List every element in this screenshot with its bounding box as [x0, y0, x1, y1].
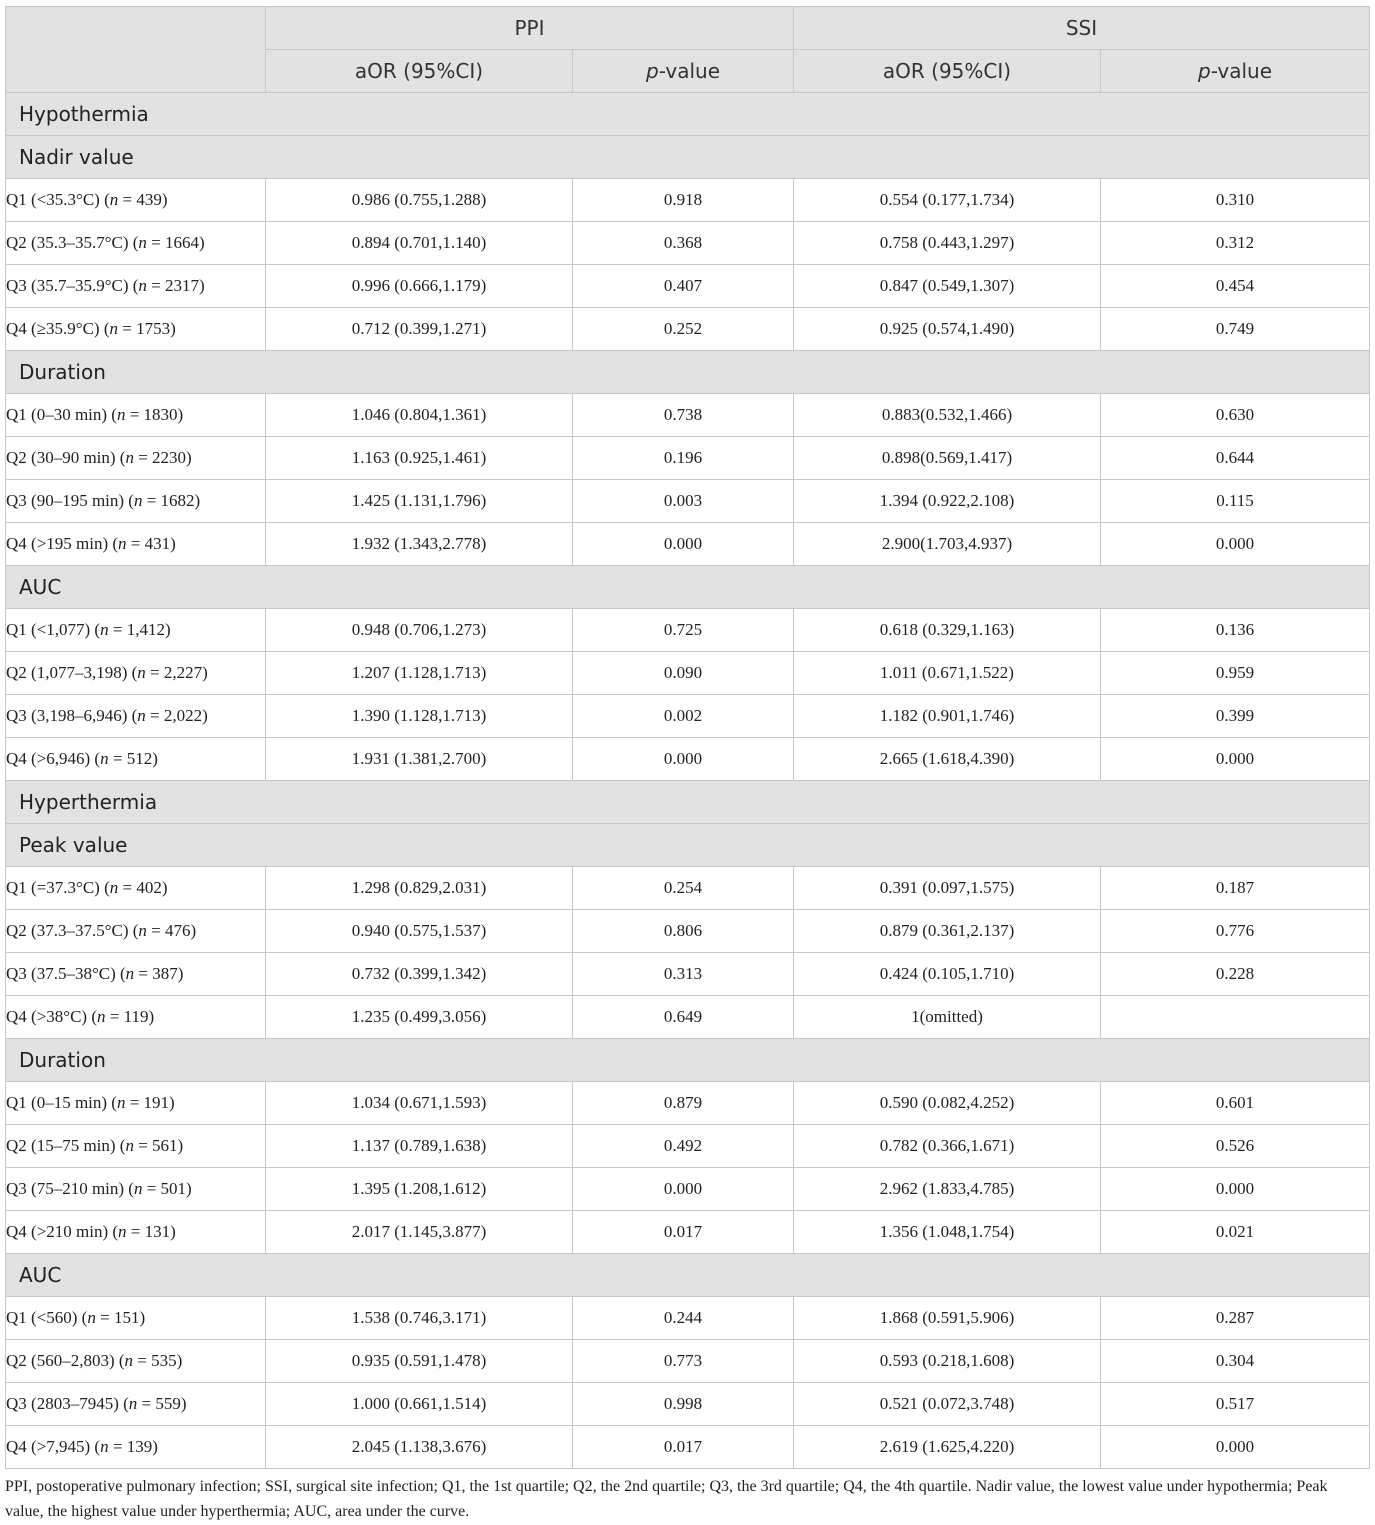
n-symbol: n: [118, 534, 127, 553]
section-title: Hypothermia: [6, 93, 1370, 136]
ssi-aor-cell: 0.879 (0.361,2.137): [794, 910, 1101, 953]
quartile-label: [6, 1297, 266, 1340]
sample-size: = 119): [105, 1007, 155, 1026]
sample-size: = 1664): [146, 233, 205, 252]
sample-size: = 512): [108, 749, 158, 768]
ppi-pvalue-cell: 0.017: [573, 1426, 794, 1469]
sample-size: = 2317): [146, 276, 205, 295]
sample-size: = 1682): [142, 491, 201, 510]
header-ssi: SSI: [794, 7, 1370, 50]
ppi-pvalue-cell: 0.000: [573, 523, 794, 566]
header-ppi-pvalue: p-value: [573, 50, 794, 93]
ssi-aor-cell: 0.758 (0.443,1.297): [794, 222, 1101, 265]
quartile-label: [6, 609, 266, 652]
table-row: [6, 996, 1370, 1039]
n-symbol: n: [109, 878, 119, 897]
header-ppi-aor: aOR (95%CI): [266, 50, 573, 93]
sample-size: = 151): [95, 1308, 146, 1327]
ppi-aor-cell: 0.732 (0.399,1.342): [266, 953, 573, 996]
ssi-aor-cell: 1.356 (1.048,1.754): [794, 1211, 1101, 1254]
ssi-pvalue-cell: 0.526: [1101, 1125, 1370, 1168]
n-symbol: n: [100, 749, 109, 768]
sample-size: = 431): [126, 534, 176, 553]
quartile-range: Q2 (1,077–3,198) (: [6, 663, 138, 682]
ppi-aor-cell: 1.163 (0.925,1.461): [266, 437, 573, 480]
table-row: [6, 265, 1370, 308]
ssi-aor-cell: 0.898(0.569,1.417): [794, 437, 1101, 480]
ssi-pvalue-cell: 0.136: [1101, 609, 1370, 652]
ssi-aor-cell: 0.521 (0.072,3.748): [794, 1383, 1101, 1426]
n-symbol: n: [137, 706, 146, 725]
ssi-pvalue-cell: 0.115: [1101, 480, 1370, 523]
quartile-label: [6, 308, 266, 351]
table-row: [6, 523, 1370, 566]
ssi-pvalue-cell: 0.749: [1101, 308, 1370, 351]
quartile-range: Q2 (35.3–35.7°C) (: [6, 233, 139, 252]
table-row: [6, 953, 1370, 996]
sample-size: = 439): [118, 190, 168, 209]
quartile-range: Q1 (<35.3°C) (: [6, 190, 110, 209]
header-row-groups: [6, 7, 1370, 50]
quartile-range: Q3 (90–195 min) (: [6, 491, 134, 510]
ppi-aor-cell: 0.935 (0.591,1.478): [266, 1340, 573, 1383]
sample-size: = 387): [134, 964, 184, 983]
ssi-aor-cell: 0.782 (0.366,1.671): [794, 1125, 1101, 1168]
quartile-range: Q3 (75–210 min) (: [6, 1179, 134, 1198]
ssi-pvalue-cell: 0.304: [1101, 1340, 1370, 1383]
ssi-pvalue-cell: 0.517: [1101, 1383, 1370, 1426]
table-row: [6, 222, 1370, 265]
n-symbol: n: [133, 491, 143, 510]
ppi-pvalue-cell: 0.773: [573, 1340, 794, 1383]
ssi-pvalue-cell: 0.287: [1101, 1297, 1370, 1340]
quartile-label: [6, 222, 266, 265]
ssi-aor-cell: 2.962 (1.833,4.785): [794, 1168, 1101, 1211]
n-symbol: n: [138, 233, 147, 252]
quartile-label: [6, 910, 266, 953]
sample-size: = 1830): [125, 405, 184, 424]
sample-size: = 131): [126, 1222, 176, 1241]
ppi-aor-cell: 1.137 (0.789,1.638): [266, 1125, 573, 1168]
ssi-aor-cell: 1.011 (0.671,1.522): [794, 652, 1101, 695]
ppi-aor-cell: 0.712 (0.399,1.271): [266, 308, 573, 351]
n-symbol: n: [124, 1351, 134, 1370]
quartile-label: [6, 1168, 266, 1211]
ssi-pvalue-cell: 0.630: [1101, 394, 1370, 437]
ppi-pvalue-cell: 0.998: [573, 1383, 794, 1426]
ppi-aor-cell: 0.894 (0.701,1.140): [266, 222, 573, 265]
sample-size: = 402): [118, 878, 168, 897]
sample-size: = 501): [142, 1179, 192, 1198]
ppi-pvalue-cell: 0.725: [573, 609, 794, 652]
ppi-aor-cell: 1.425 (1.131,1.796): [266, 480, 573, 523]
ppi-pvalue-cell: 0.196: [573, 437, 794, 480]
ppi-aor-cell: 1.538 (0.746,3.171): [266, 1297, 573, 1340]
n-symbol: n: [87, 1308, 96, 1327]
ssi-aor-cell: 0.847 (0.549,1.307): [794, 265, 1101, 308]
section-row: [6, 93, 1370, 136]
ppi-aor-cell: 1.931 (1.381,2.700): [266, 738, 573, 781]
quartile-label: [6, 1125, 266, 1168]
table-row: [6, 1426, 1370, 1469]
ppi-aor-cell: 2.045 (1.138,3.676): [266, 1426, 573, 1469]
ssi-aor-cell: 0.391 (0.097,1.575): [794, 867, 1101, 910]
ssi-pvalue-cell: 0.399: [1101, 695, 1370, 738]
ssi-pvalue-cell: 0.187: [1101, 867, 1370, 910]
quartile-range: Q4 (>210 min) (: [6, 1222, 119, 1241]
ssi-aor-cell: 0.618 (0.329,1.163): [794, 609, 1101, 652]
table-row: [6, 480, 1370, 523]
table-row: [6, 308, 1370, 351]
section-title: Hyperthermia: [6, 781, 1370, 824]
n-symbol: n: [125, 1136, 134, 1155]
quartile-label: [6, 738, 266, 781]
quartile-range: Q2 (30–90 min) (: [6, 448, 126, 467]
ppi-pvalue-cell: 0.000: [573, 1168, 794, 1211]
quartile-label: [6, 437, 266, 480]
subsection-row: [6, 1254, 1370, 1297]
ppi-pvalue-cell: 0.879: [573, 1082, 794, 1125]
table-row: [6, 1297, 1370, 1340]
ssi-pvalue-cell: 0.000: [1101, 523, 1370, 566]
ssi-aor-cell: 0.424 (0.105,1.710): [794, 953, 1101, 996]
n-symbol: n: [100, 1437, 109, 1456]
sample-size: = 1753): [117, 319, 176, 338]
n-symbol: n: [109, 190, 119, 209]
ppi-pvalue-cell: 0.407: [573, 265, 794, 308]
ssi-aor-cell: 2.665 (1.618,4.390): [794, 738, 1101, 781]
subsection-title: Peak value: [6, 824, 1370, 867]
ppi-aor-cell: 1.207 (1.128,1.713): [266, 652, 573, 695]
ppi-aor-cell: 0.948 (0.706,1.273): [266, 609, 573, 652]
quartile-range: Q1 (0–15 min) (: [6, 1093, 117, 1112]
quartile-label: [6, 1082, 266, 1125]
quartile-range: Q1 (<560) (: [6, 1308, 88, 1327]
ppi-aor-cell: 1.390 (1.128,1.713): [266, 695, 573, 738]
ssi-aor-cell: 0.590 (0.082,4.252): [794, 1082, 1101, 1125]
ppi-pvalue-cell: 0.492: [573, 1125, 794, 1168]
header-ssi-aor: aOR (95%CI): [794, 50, 1101, 93]
n-symbol: n: [137, 663, 146, 682]
sample-size: = 139): [108, 1437, 158, 1456]
ppi-aor-cell: 0.996 (0.666,1.179): [266, 265, 573, 308]
table-row: [6, 1340, 1370, 1383]
ppi-pvalue-cell: 0.002: [573, 695, 794, 738]
subsection-title: AUC: [6, 1254, 1370, 1297]
subsection-row: [6, 824, 1370, 867]
ppi-aor-cell: 1.034 (0.671,1.593): [266, 1082, 573, 1125]
n-symbol: n: [128, 1394, 138, 1413]
table-body: [6, 93, 1370, 1469]
ssi-pvalue-cell: 0.601: [1101, 1082, 1370, 1125]
sample-size: = 561): [133, 1136, 184, 1155]
ssi-pvalue-cell: [1101, 996, 1370, 1039]
table-row: [6, 1383, 1370, 1426]
ssi-pvalue-cell: 0.644: [1101, 437, 1370, 480]
ppi-aor-cell: 1.235 (0.499,3.056): [266, 996, 573, 1039]
table-row: [6, 437, 1370, 480]
ssi-aor-cell: 0.593 (0.218,1.608): [794, 1340, 1101, 1383]
ppi-pvalue-cell: 0.090: [573, 652, 794, 695]
quartile-label: [6, 1211, 266, 1254]
ppi-pvalue-cell: 0.313: [573, 953, 794, 996]
ssi-pvalue-cell: 0.021: [1101, 1211, 1370, 1254]
ppi-aor-cell: 1.298 (0.829,2.031): [266, 867, 573, 910]
ppi-aor-cell: 0.986 (0.755,1.288): [266, 179, 573, 222]
ssi-pvalue-cell: 0.776: [1101, 910, 1370, 953]
table-row: [6, 652, 1370, 695]
ssi-pvalue-cell: 0.310: [1101, 179, 1370, 222]
ppi-aor-cell: 0.940 (0.575,1.537): [266, 910, 573, 953]
ssi-pvalue-cell: 0.000: [1101, 738, 1370, 781]
table-row: [6, 1168, 1370, 1211]
table-footnote: PPI, postoperative pulmonary infection; SSI, surgical site infection; Q1, the 1st quartile; Q2, the 2nd quartile; Q3, the 3rd quartile; Q4, the 4th quartile. Nadir value, the lowest value under hypothermia; Peak value, the highest value under hyperthermia; AUC, area under the curve.: [5, 1478, 1328, 1520]
ppi-aor-cell: 2.017 (1.145,3.877): [266, 1211, 573, 1254]
sample-size: = 559): [137, 1394, 187, 1413]
quartile-range: Q3 (3,198–6,946) (: [6, 706, 138, 725]
quartile-label: [6, 867, 266, 910]
quartile-label: [6, 265, 266, 308]
table-row: [6, 1211, 1370, 1254]
sample-size: = 476): [146, 921, 197, 940]
quartile-range: Q4 (>195 min) (: [6, 534, 119, 553]
table-row: [6, 738, 1370, 781]
sample-size: = 1,412): [108, 620, 171, 639]
ppi-pvalue-cell: 0.000: [573, 738, 794, 781]
n-symbol: n: [116, 405, 126, 424]
quartile-label: [6, 394, 266, 437]
quartile-range: Q1 (=37.3°C) (: [6, 878, 110, 897]
ssi-aor-cell: 0.883(0.532,1.466): [794, 394, 1101, 437]
quartile-range: Q4 (>38°C) (: [6, 1007, 97, 1026]
ppi-pvalue-cell: 0.368: [573, 222, 794, 265]
ppi-pvalue-cell: 0.649: [573, 996, 794, 1039]
ppi-pvalue-cell: 0.806: [573, 910, 794, 953]
sample-size: = 535): [133, 1351, 183, 1370]
n-symbol: n: [133, 1179, 143, 1198]
results-table: [5, 6, 1370, 1469]
n-symbol: n: [138, 276, 147, 295]
ppi-pvalue-cell: 0.003: [573, 480, 794, 523]
ssi-aor-cell: 1.868 (0.591,5.906): [794, 1297, 1101, 1340]
quartile-range: Q2 (37.3–37.5°C) (: [6, 921, 139, 940]
sample-size: = 2230): [133, 448, 192, 467]
table-row: [6, 179, 1370, 222]
n-symbol: n: [118, 1222, 127, 1241]
quartile-range: Q2 (560–2,803) (: [6, 1351, 125, 1370]
ppi-pvalue-cell: 0.738: [573, 394, 794, 437]
quartile-label: [6, 652, 266, 695]
quartile-label: [6, 523, 266, 566]
section-row: [6, 781, 1370, 824]
ssi-pvalue-cell: 0.312: [1101, 222, 1370, 265]
n-symbol: n: [116, 1093, 126, 1112]
ssi-pvalue-cell: 0.000: [1101, 1426, 1370, 1469]
ssi-pvalue-cell: 0.228: [1101, 953, 1370, 996]
quartile-range: Q4 (>6,946) (: [6, 749, 101, 768]
quartile-range: Q1 (0–30 min) (: [6, 405, 117, 424]
quartile-range: Q2 (15–75 min) (: [6, 1136, 126, 1155]
subsection-title: Duration: [6, 1039, 1370, 1082]
ppi-pvalue-cell: 0.254: [573, 867, 794, 910]
ssi-aor-cell: 0.554 (0.177,1.734): [794, 179, 1101, 222]
table-row: [6, 867, 1370, 910]
subsection-title: Duration: [6, 351, 1370, 394]
table-row: [6, 1125, 1370, 1168]
quartile-label: [6, 953, 266, 996]
quartile-range: Q4 (>7,945) (: [6, 1437, 101, 1456]
subsection-title: AUC: [6, 566, 1370, 609]
quartile-range: Q3 (2803–7945) (: [6, 1394, 129, 1413]
ssi-aor-cell: 1(omitted): [794, 996, 1101, 1039]
quartile-range: Q3 (35.7–35.9°C) (: [6, 276, 139, 295]
quartile-label: [6, 1340, 266, 1383]
n-symbol: n: [125, 448, 134, 467]
ppi-pvalue-cell: 0.918: [573, 179, 794, 222]
quartile-label: [6, 480, 266, 523]
quartile-label: [6, 695, 266, 738]
sample-size: = 191): [125, 1093, 175, 1112]
ssi-aor-cell: 1.182 (0.901,1.746): [794, 695, 1101, 738]
n-symbol: n: [97, 1007, 106, 1026]
ppi-aor-cell: 1.395 (1.208,1.612): [266, 1168, 573, 1211]
ppi-aor-cell: 1.046 (0.804,1.361): [266, 394, 573, 437]
n-symbol: n: [125, 964, 135, 983]
quartile-label: [6, 1426, 266, 1469]
ppi-aor-cell: 1.000 (0.661,1.514): [266, 1383, 573, 1426]
quartile-range: Q1 (<1,077) (: [6, 620, 101, 639]
ppi-pvalue-cell: 0.252: [573, 308, 794, 351]
ssi-pvalue-cell: 0.000: [1101, 1168, 1370, 1211]
ppi-pvalue-cell: 0.244: [573, 1297, 794, 1340]
subsection-title: Nadir value: [6, 136, 1370, 179]
ssi-pvalue-cell: 0.959: [1101, 652, 1370, 695]
header-ssi-pvalue: p-value: [1101, 50, 1370, 93]
quartile-label: [6, 179, 266, 222]
ssi-aor-cell: 1.394 (0.922,2.108): [794, 480, 1101, 523]
table-row: [6, 609, 1370, 652]
quartile-label: [6, 1383, 266, 1426]
subsection-row: [6, 136, 1370, 179]
sample-size: = 2,227): [145, 663, 208, 682]
quartile-label: [6, 996, 266, 1039]
sample-size: = 2,022): [145, 706, 208, 725]
header-corner: [6, 7, 266, 93]
n-symbol: n: [138, 921, 147, 940]
subsection-row: [6, 566, 1370, 609]
subsection-row: [6, 351, 1370, 394]
table-row: [6, 695, 1370, 738]
subsection-row: [6, 1039, 1370, 1082]
ssi-pvalue-cell: 0.454: [1101, 265, 1370, 308]
quartile-range: Q4 (≥35.9°C) (: [6, 319, 110, 338]
header-ppi: PPI: [266, 7, 794, 50]
ppi-pvalue-cell: 0.017: [573, 1211, 794, 1254]
ssi-aor-cell: 2.619 (1.625,4.220): [794, 1426, 1101, 1469]
n-symbol: n: [100, 620, 109, 639]
table-row: [6, 1082, 1370, 1125]
n-symbol: n: [109, 319, 118, 338]
table-row: [6, 394, 1370, 437]
ssi-aor-cell: 0.925 (0.574,1.490): [794, 308, 1101, 351]
quartile-range: Q3 (37.5–38°C) (: [6, 964, 126, 983]
table-row: [6, 910, 1370, 953]
ppi-aor-cell: 1.932 (1.343,2.778): [266, 523, 573, 566]
ssi-aor-cell: 2.900(1.703,4.937): [794, 523, 1101, 566]
